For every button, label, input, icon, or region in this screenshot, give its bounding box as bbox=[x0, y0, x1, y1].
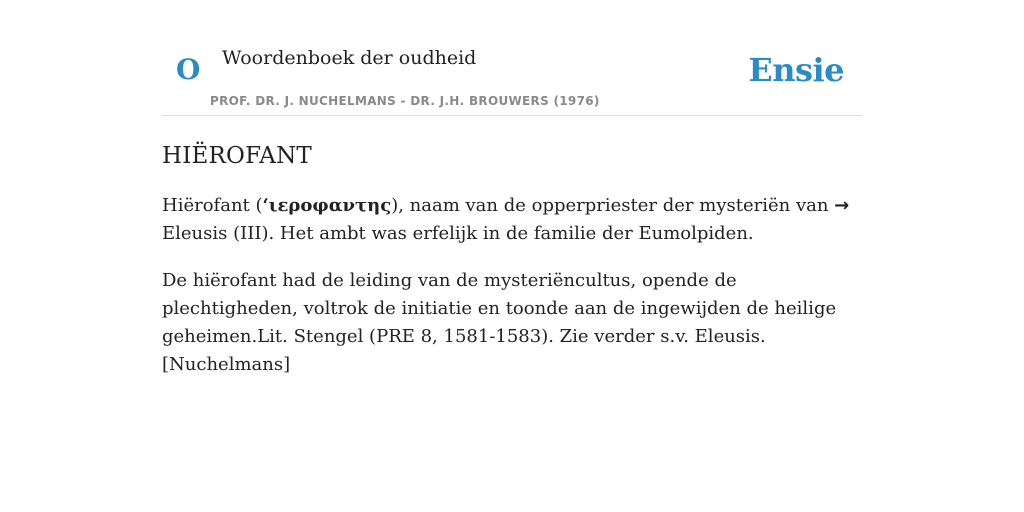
book-letter-logo[interactable]: O bbox=[176, 53, 201, 86]
p1-text-middle: ), naam van de opperpriester der mysteriën van bbox=[391, 195, 835, 216]
eleusis-link[interactable]: Eleusis bbox=[162, 223, 228, 244]
entry-title: HIËROFANT bbox=[162, 143, 312, 169]
greek-term: ʻιεροφαντης bbox=[262, 195, 392, 216]
ensie-logo-link[interactable]: Ensie bbox=[748, 51, 844, 89]
p1-text-end: (III). Het ambt was erfelijk in de familie der Eumolpiden. bbox=[227, 223, 754, 244]
cross-reference-arrow-icon[interactable]: → bbox=[834, 195, 850, 216]
entry-paragraph-2: De hiërofant had de leiding van de mysteriëncultus, opende de plechtigheden, voltrok de initiatie en toonde aan de ingewijden de heilige geheimen.Lit. Stengel (PRE 8, 1581-1583). Zie verder s.v. Eleusis. [Nuchelmans] bbox=[162, 270, 837, 375]
page bbox=[162, 0, 862, 375]
entry-paragraph-1 bbox=[162, 192, 862, 248]
p1-text-start: Hiërofant ( bbox=[162, 195, 263, 216]
book-authors: PROF. DR. J. NUCHELMANS - DR. J.H. BROUWERS (1976) bbox=[210, 94, 600, 108]
book-title-link[interactable]: Woordenboek der oudheid bbox=[222, 47, 477, 69]
book-header bbox=[162, 0, 862, 116]
